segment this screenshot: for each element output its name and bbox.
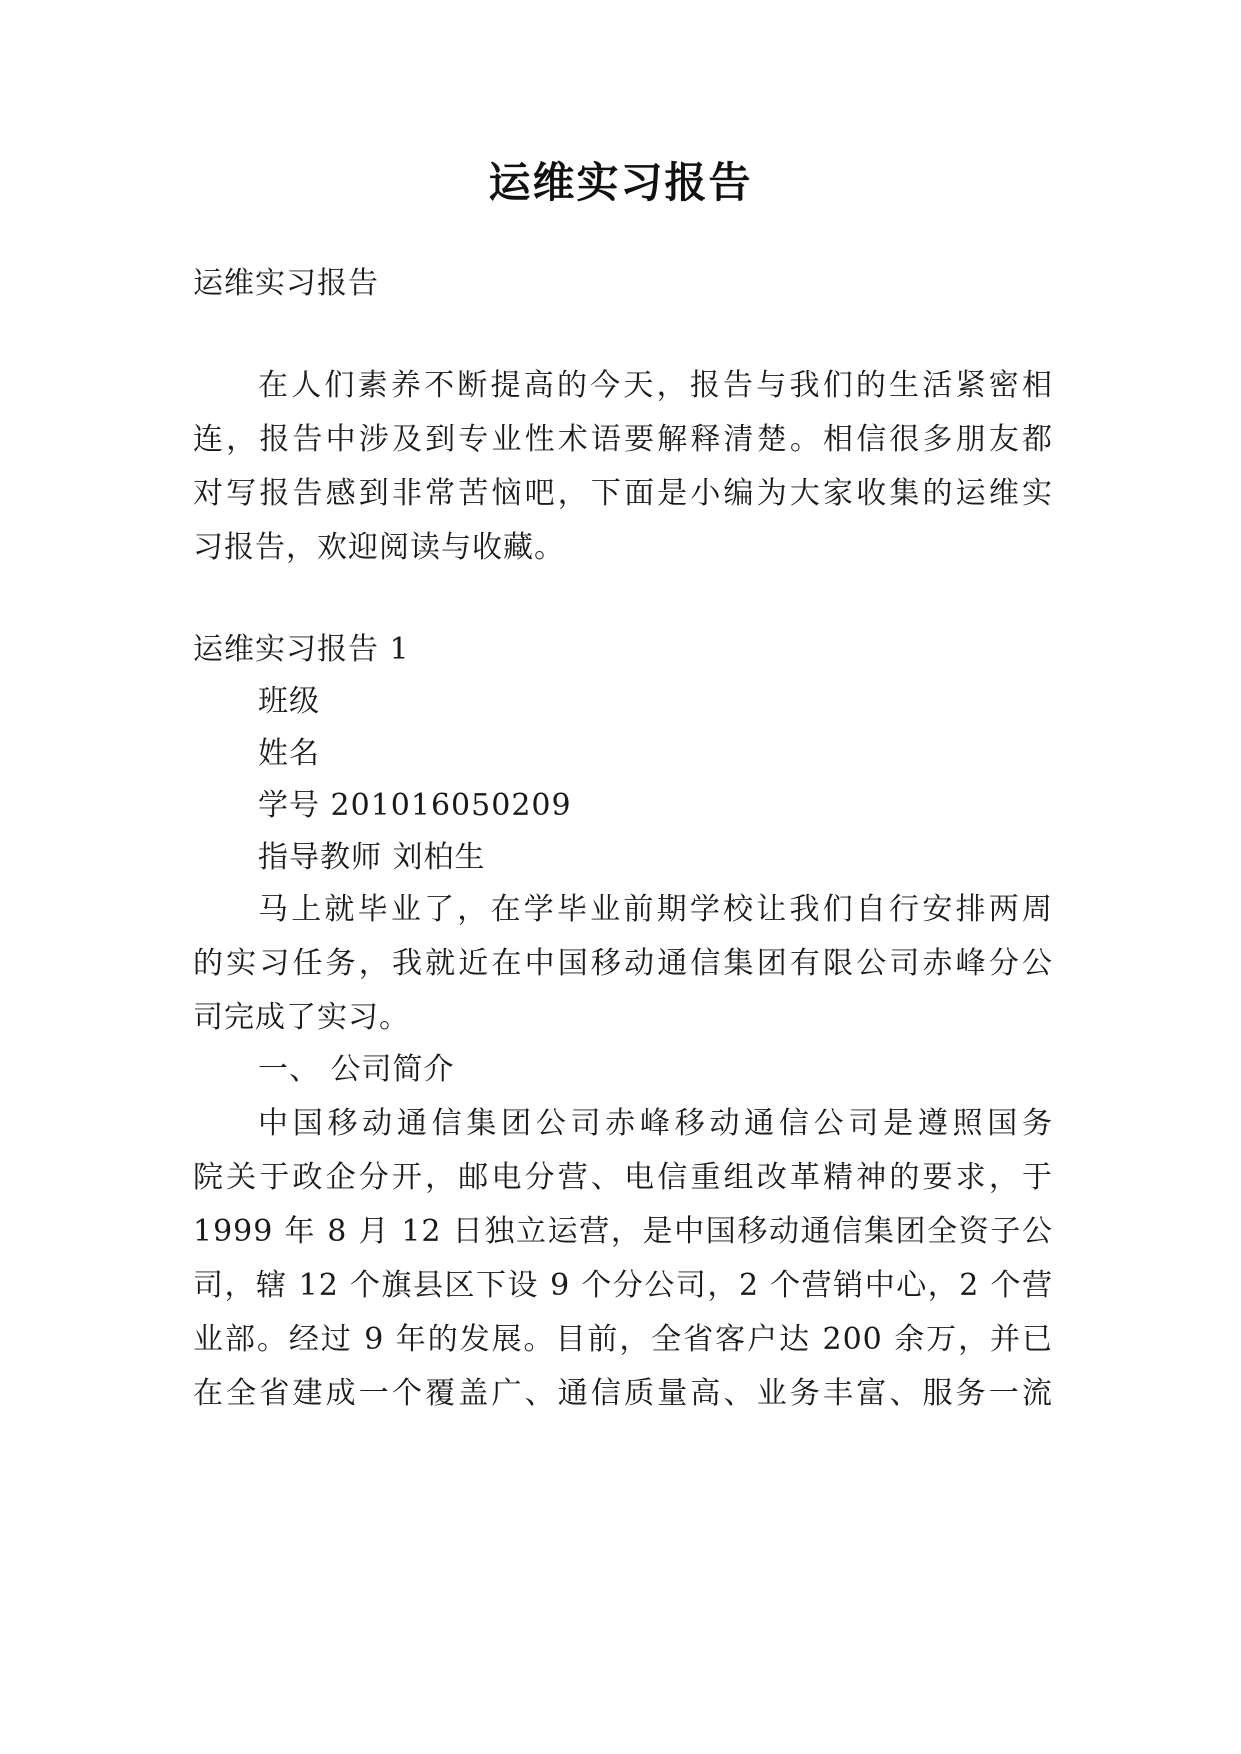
paragraph-line: 中国移动通信集团公司赤峰移动通信公司是遵照国务 bbox=[258, 1106, 1053, 1141]
field-class: 班级 bbox=[258, 684, 320, 719]
paragraph-line: 司，辖 12 个旗县区下设 9 个分公司，2 个营销中心，2 个营 bbox=[193, 1268, 1053, 1303]
paragraph-line: 业部。经过 9 年的发展。目前，全省客户达 200 余万，并已 bbox=[193, 1322, 1053, 1357]
section-heading: 运维实习报告 1 bbox=[193, 632, 410, 667]
field-student-id: 学号 201016050209 bbox=[258, 788, 572, 823]
document-subtitle: 运维实习报告 bbox=[193, 266, 379, 301]
intro-line: 习报告，欢迎阅读与收藏。 bbox=[193, 530, 565, 565]
paragraph-line: 在全省建成一个覆盖广、通信质量高、业务丰富、服务一流 bbox=[193, 1376, 1053, 1411]
paragraph-line: 1999 年 8 月 12 日独立运营，是中国移动通信集团全资子公 bbox=[193, 1214, 1053, 1249]
page-title: 运维实习报告 bbox=[488, 158, 753, 207]
field-name: 姓名 bbox=[258, 736, 320, 771]
paragraph-line: 马上就毕业了，在学毕业前期学校让我们自行安排两周 bbox=[258, 892, 1053, 927]
intro-line: 在人们素养不断提高的今天，报告与我们的生活紧密相 bbox=[258, 368, 1053, 403]
company-heading: 一、 公司简介 bbox=[258, 1052, 455, 1087]
paragraph-line: 的实习任务，我就近在中国移动通信集团有限公司赤峰分公 bbox=[193, 946, 1053, 981]
field-advisor: 指导教师 刘柏生 bbox=[258, 840, 486, 875]
intro-line: 对写报告感到非常苦恼吧，下面是小编为大家收集的运维实 bbox=[193, 476, 1053, 511]
paragraph-line: 院关于政企分开，邮电分营、电信重组改革精神的要求，于 bbox=[193, 1160, 1053, 1195]
paragraph-line: 司完成了实习。 bbox=[193, 1000, 410, 1035]
intro-line: 连，报告中涉及到专业性术语要解释清楚。相信很多朋友都 bbox=[193, 422, 1053, 457]
